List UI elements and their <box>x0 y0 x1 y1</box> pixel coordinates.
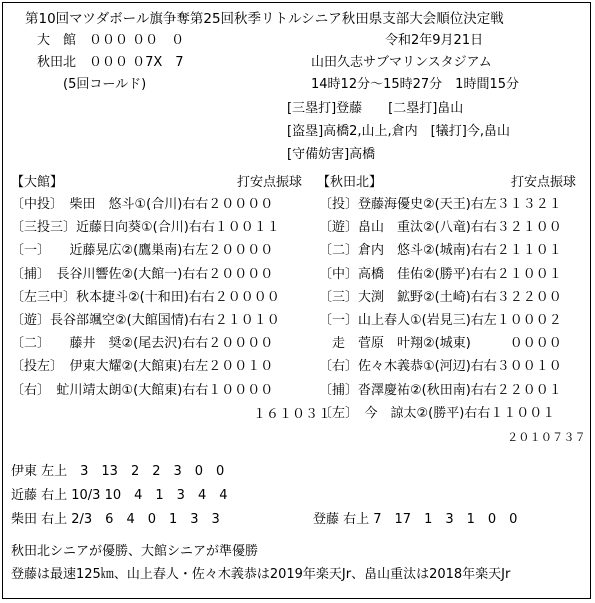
lineup-row: 〔左三中〕秋本捷斗②(十和田)右右２００００ <box>11 289 280 305</box>
away-line-score: ０００ ０7X 7 <box>89 55 184 70</box>
pitcher-row: 登藤 右上 7 17 1 3 1 0 0 <box>313 512 518 527</box>
document-frame <box>2 2 591 599</box>
lineup-row: 〔三〕大渕 鉱野②(土崎)右右３２２００ <box>319 289 562 305</box>
lineup-row: 走 菅原 叶翔②(城東) ００００ <box>319 336 562 352</box>
home-line-score: ０００ ００ ０ <box>89 33 185 48</box>
left-stats-header: 打安点振球 <box>237 175 303 190</box>
lineup-row: 〔遊〕畠山 重汰②(八竜)右右３２１００ <box>319 220 562 236</box>
lineup-row: 〔一〕 近藤晃広②(鷹巣南)右左２００００ <box>11 243 274 259</box>
lineup-row: 〔捕〕 長谷川響佐②(大館一)右右２００００ <box>11 266 274 282</box>
lineup-row: 〔投〕登藤海優史②(天王)右左３１３２１ <box>319 197 562 212</box>
home-team-name: 大 館 <box>37 33 77 48</box>
right-stats-header: 打安点振球 <box>511 175 577 190</box>
lineup-row: 〔中〕高橋 佳佑②(勝平)右右２１００１ <box>319 266 562 282</box>
lineup-row: 〔遊〕長谷部颯空②(大館国情)右右２１０１０ <box>11 313 280 328</box>
game-time: 14時12分～15時27分 1時間15分 <box>311 77 519 92</box>
player-notes: 登藤は最速125㎞、山上春人・佐々木義恭は2019年楽天Jr、畠山重汰は2018年楽天Jr <box>11 567 511 582</box>
venue: 山田久志サブマリンスタジアム <box>311 55 492 70</box>
left-totals: １６１０３１ <box>253 407 332 422</box>
game-date: 令和2年9月21日 <box>385 33 484 48</box>
game-title: 第10回マツダボール旗争奪第25回秋季リトルシニア秋田県支部大会順位決定戦 <box>25 11 504 27</box>
lineup-row: 〔投左〕 伊東大耀②(大館東)右左２００１０ <box>11 359 274 375</box>
pitcher-row: 近藤 右上 10/3 10 4 1 3 4 4 <box>11 488 228 503</box>
right-totals: ２０１０７３７ <box>507 431 586 444</box>
lineup-row: 〔三投三〕近藤日向葵①(合川)右右１００１１ <box>11 220 280 236</box>
pitcher-row: 柴田 右上 2/3 6 4 0 1 3 3 <box>11 512 220 527</box>
lineup-row: 〔二〕 藤井 奨②(尾去沢)右右２００００ <box>11 336 274 352</box>
right-team-label: 【秋田北】 <box>317 175 383 190</box>
lineup-row: 〔中投〕 柴田 悠斗①(合川)右右２００００ <box>11 197 274 212</box>
obstruction: [守備妨害]高橋 <box>287 147 376 162</box>
lineup-row: 〔左〕 今 諒太②(勝平)右右１１００１ <box>319 405 556 421</box>
lineup-row: 〔一〕山上春人①(岩見三)右左１０００２ <box>319 313 562 328</box>
extra-base-hits: [三塁打]登藤 [二塁打]畠山 <box>287 101 464 116</box>
pitcher-row: 伊東 左上 3 13 2 2 3 0 0 <box>11 464 225 479</box>
lineup-row: 〔捕〕沓澤慶祐②(秋田南)右右２２００１ <box>319 382 562 398</box>
lineup-row: 〔右〕佐々木義恭①(河辺)右右３００１０ <box>319 359 562 375</box>
left-team-label: 【大館】 <box>11 175 64 190</box>
steals-sacrifices: [盗塁]高橋2,山上,倉内 [犠打]今,畠山 <box>287 124 510 139</box>
called-game-note: (5回コールド) <box>63 77 147 92</box>
away-team-name: 秋田北 <box>37 55 77 70</box>
result-summary: 秋田北シニアが優勝、大館シニアが準優勝 <box>11 544 259 559</box>
lineup-row: 〔右〕 虻川靖太朗①(大館東)右右１００００ <box>11 382 274 398</box>
lineup-row: 〔二〕倉内 悠斗②(城南)右右２１１０１ <box>319 243 562 259</box>
